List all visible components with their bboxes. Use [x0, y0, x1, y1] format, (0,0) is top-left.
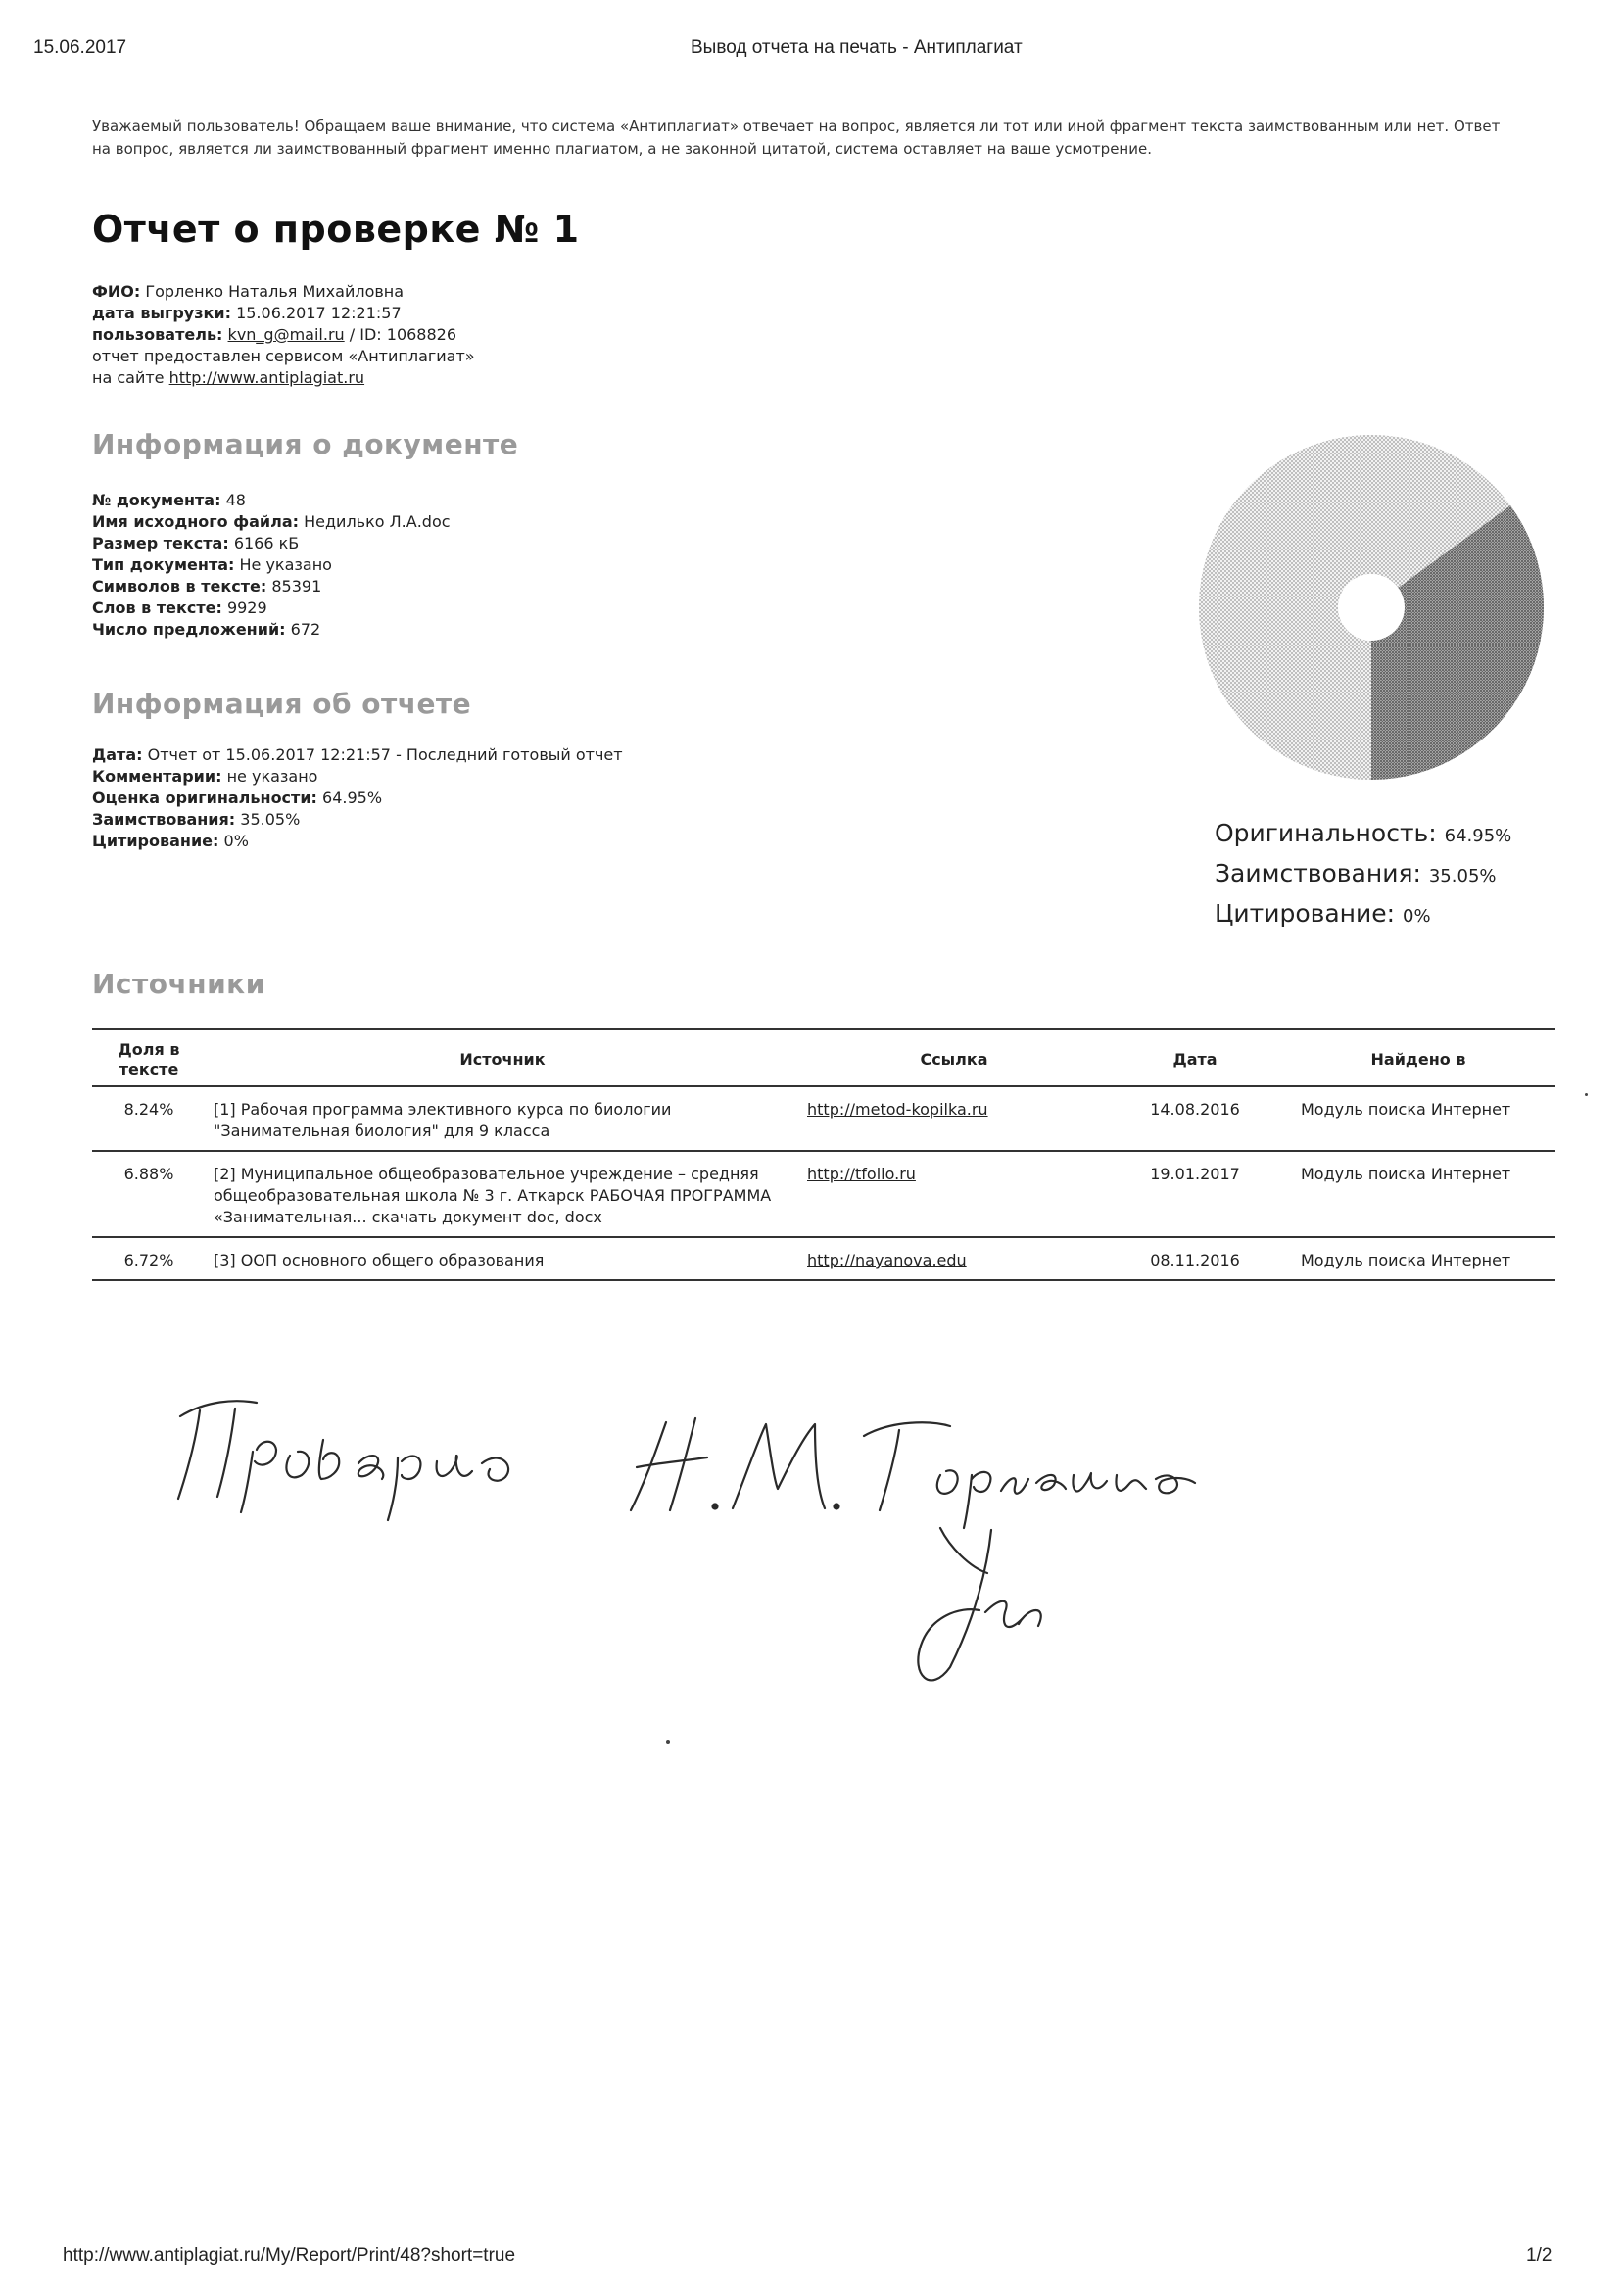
date-cell: 19.01.2017 [1109, 1151, 1281, 1237]
legend-value: 0% [1403, 906, 1431, 927]
doc-info-label: Символов в тексте: [92, 577, 267, 596]
doc-info-row [92, 576, 778, 597]
doc-info-value: 85391 [271, 577, 322, 596]
col-found-in: Найдено в [1281, 1029, 1555, 1086]
doc-info-value: 48 [225, 491, 246, 509]
report-title: Отчет о проверке № 1 [92, 208, 580, 251]
date-cell: 14.08.2016 [1109, 1086, 1281, 1151]
doc-info-heading: Информация о документе [92, 428, 519, 460]
print-footer-url: http://www.antiplagiat.ru/My/Report/Print/48?short=true [63, 2245, 516, 2266]
originality-pie-chart [1195, 431, 1548, 803]
stray-dot [1585, 1093, 1588, 1096]
report-info-label: Комментарии: [92, 767, 222, 786]
pie-center-hole [1338, 574, 1405, 641]
print-page-number: 1/2 [1526, 2245, 1552, 2266]
legend-label: Оригинальность: [1215, 819, 1437, 847]
link-cell [799, 1086, 1109, 1151]
col-link: Ссылка [799, 1029, 1109, 1086]
doc-info-row [92, 597, 778, 619]
share-cell: 8.24% [92, 1086, 206, 1151]
disclaimer-notice: Уважаемый пользователь! Обращаем ваше внимание, что система «Антиплагиат» отвечает на вопрос, является ли тот или иной фрагмент текста заимствованным или нет. Ответ на вопрос, является ли заимствованный фрагмент именно плагиатом, а не законной цитатой, система оставляет на ваше усмотрение. [92, 118, 1501, 158]
date-cell: 08.11.2016 [1109, 1237, 1281, 1280]
link-cell [799, 1151, 1109, 1237]
report-info-value: Отчет от 15.06.2017 12:21:57 - Последний готовый отчет [147, 745, 623, 764]
table-row [92, 1086, 1555, 1151]
doc-info-row [92, 554, 778, 576]
legend-value: 35.05% [1428, 866, 1497, 886]
col-source: Источник [206, 1029, 799, 1086]
report-info-row [92, 766, 876, 788]
doc-info-value: 672 [290, 620, 321, 639]
report-info-value: 0% [223, 832, 249, 850]
report-info-label: Оценка оригинальности: [92, 788, 317, 807]
doc-info-row [92, 619, 778, 641]
doc-info-label: № документа: [92, 491, 221, 509]
report-info-value: не указано [226, 767, 318, 786]
found-in-cell: Модуль поиска Интернет [1281, 1151, 1555, 1237]
export-date-value: 15.06.2017 12:21:57 [236, 304, 402, 322]
report-info-label: Дата: [92, 745, 143, 764]
print-page-title: Вывод отчета на печать - Антиплагиат [691, 37, 1023, 58]
report-info-label: Заимствования: [92, 810, 236, 829]
share-cell: 6.72% [92, 1237, 206, 1280]
report-info-heading: Информация об отчете [92, 688, 472, 720]
fio-label: ФИО: [92, 282, 141, 301]
doc-info-row [92, 533, 778, 554]
user-info [92, 281, 778, 389]
export-date-label: дата выгрузки: [92, 304, 231, 322]
doc-info-label: Слов в тексте: [92, 598, 222, 617]
export-date-line [92, 303, 778, 324]
report-info-list [92, 744, 876, 852]
doc-info-value: Не указано [239, 555, 332, 574]
found-in-cell: Модуль поиска Интернет [1281, 1237, 1555, 1280]
report-info-row [92, 744, 876, 766]
chart-legend [1215, 815, 1511, 935]
doc-info-label: Число предложений: [92, 620, 286, 639]
site-prefix: на сайте [92, 368, 165, 387]
link-cell [799, 1237, 1109, 1280]
legend-originality [1215, 815, 1511, 855]
doc-info-row [92, 490, 778, 511]
doc-info-value: 9929 [226, 598, 267, 617]
doc-info-value: 6166 кБ [233, 534, 300, 552]
site-link[interactable]: http://www.antiplagiat.ru [168, 368, 365, 387]
user-id: / ID: 1068826 [349, 325, 457, 344]
report-info-value: 64.95% [322, 788, 383, 807]
share-cell: 6.88% [92, 1151, 206, 1237]
site-line [92, 367, 778, 389]
report-info-row [92, 809, 876, 831]
print-date: 15.06.2017 [33, 37, 127, 58]
doc-info-row [92, 511, 778, 533]
source-link[interactable]: http://nayanova.edu [807, 1251, 967, 1269]
legend-label: Заимствования: [1215, 859, 1421, 887]
fio-value: Горленко Наталья Михайловна [145, 282, 405, 301]
fio-line [92, 281, 778, 303]
found-in-cell: Модуль поиска Интернет [1281, 1086, 1555, 1151]
legend-citations [1215, 895, 1511, 935]
doc-info-label: Имя исходного файла: [92, 512, 300, 531]
table-row [92, 1237, 1555, 1280]
doc-info-label: Размер текста: [92, 534, 229, 552]
report-info-value: 35.05% [240, 810, 301, 829]
report-info-row [92, 788, 876, 809]
source-link[interactable]: http://metod-kopilka.ru [807, 1100, 988, 1119]
sources-table [92, 1028, 1555, 1281]
col-share: Доля в тексте [92, 1029, 206, 1086]
user-label: пользователь: [92, 325, 223, 344]
source-cell: [2] Муниципальное общеобразовательное учреждение – средняя общеобразовательная школа № 3 г. Аткарск РАБОЧАЯ ПРОГРАММА «Занимательная... скачать документ doc, docx [206, 1151, 799, 1237]
service-line: отчет предоставлен сервисом «Антиплагиат» [92, 347, 475, 365]
doc-info-value: Недилько Л.А.doc [304, 512, 451, 531]
sources-heading: Источники [92, 968, 265, 1000]
user-email-link[interactable]: kvn_g@mail.ru [227, 325, 345, 344]
legend-borrowings [1215, 855, 1511, 895]
source-cell: [3] ООП основного общего образования [206, 1237, 799, 1280]
doc-info-label: Тип документа: [92, 555, 235, 574]
report-info-row [92, 831, 876, 852]
sources-header-row [92, 1029, 1555, 1086]
legend-value: 64.95% [1444, 826, 1512, 846]
handwritten-signature [167, 1381, 1224, 1695]
legend-label: Цитирование: [1215, 899, 1396, 928]
source-cell: [1] Рабочая программа элективного курса по биологии "Занимательная биология" для 9 класса [206, 1086, 799, 1151]
report-info-label: Цитирование: [92, 832, 219, 850]
source-link[interactable]: http://tfolio.ru [807, 1165, 916, 1183]
table-row [92, 1151, 1555, 1237]
col-date: Дата [1109, 1029, 1281, 1086]
doc-info-list [92, 490, 778, 641]
stray-dot [666, 1740, 670, 1744]
user-line [92, 324, 778, 346]
